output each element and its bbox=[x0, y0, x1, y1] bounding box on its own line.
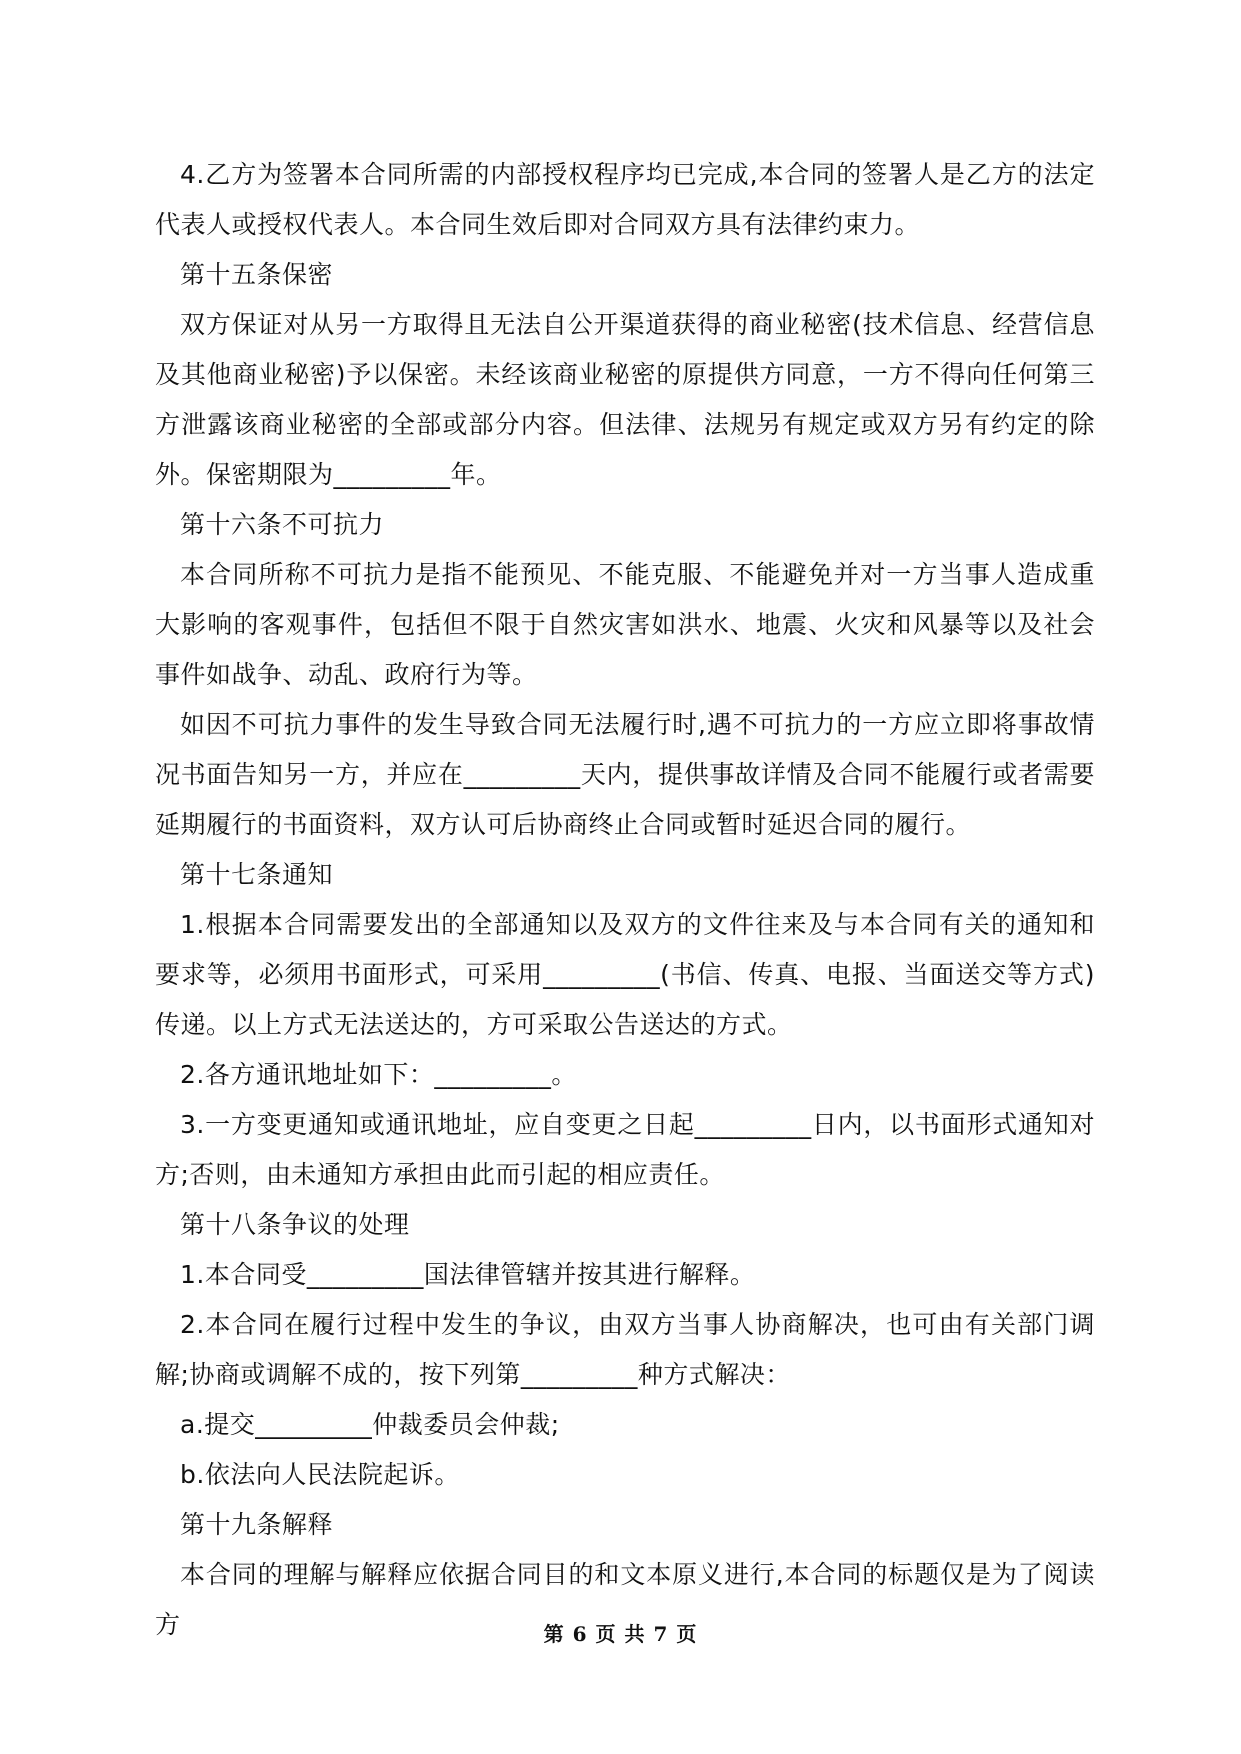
disputes-option-b: b.依法向人民法院起诉。 bbox=[180, 1460, 460, 1489]
notice-item-3: 3.一方变更通知或通讯地址，应自变更之日起_________日内，以书面形式通知对方;否则，由未通知方承担由此而引起的相应责任。 bbox=[155, 1110, 1095, 1189]
force-majeure-notice: 如因不可抗力事件的发生导致合同无法履行时,遇不可抗力的一方应立即将事故情况书面告知另一方，并应在_________天内，提供事故详情及合同不能履行或者需要延期履行的书面资料，双方认可后协商终止合同或暂时延迟合同的履行。 bbox=[155, 710, 1095, 839]
disputes-item-1: 1.本合同受_________国法律管辖并按其进行解释。 bbox=[180, 1260, 756, 1289]
document-body bbox=[155, 150, 1095, 1650]
section-heading-force-majeure: 第十六条不可抗力 bbox=[180, 510, 385, 539]
section-heading-notice: 第十七条通知 bbox=[180, 860, 334, 889]
page-footer: 第 6 页 共 7 页 bbox=[543, 1622, 698, 1646]
interpretation-paragraph: 本合同的理解与解释应依据合同目的和文本原义进行,本合同的标题仅是为了阅读方 bbox=[155, 1560, 1095, 1639]
disputes-option-a: a.提交_________仲裁委员会仲裁; bbox=[180, 1410, 560, 1439]
notice-item-1: 1.根据本合同需要发出的全部通知以及双方的文件往来及与本合同有关的通知和要求等，必须用书面形式，可采用_________(书信、传真、电报、当面送交等方式)传递。以上方式无法送达的，方可采取公告送达的方式。 bbox=[155, 910, 1095, 1039]
confidentiality-paragraph: 双方保证对从另一方取得且无法自公开渠道获得的商业秘密(技术信息、经营信息及其他商业秘密)予以保密。未经该商业秘密的原提供方同意，一方不得向任何第三方泄露该商业秘密的全部或部分内容。但法律、法规另有规定或双方另有约定的除外。保密期限为_________年。 bbox=[155, 310, 1095, 489]
section-heading-interpretation: 第十九条解释 bbox=[180, 1510, 334, 1539]
clause-14-item-4: 4.乙方为签署本合同所需的内部授权程序均已完成,本合同的签署人是乙方的法定代表人或授权代表人。本合同生效后即对合同双方具有法律约束力。 bbox=[155, 160, 1095, 239]
section-heading-confidentiality: 第十五条保密 bbox=[180, 260, 334, 289]
disputes-item-2: 2.本合同在履行过程中发生的争议，由双方当事人协商解决，也可由有关部门调解;协商或调解不成的，按下列第_________种方式解决： bbox=[155, 1310, 1095, 1389]
section-heading-disputes: 第十八条争议的处理 bbox=[180, 1210, 410, 1239]
force-majeure-definition: 本合同所称不可抗力是指不能预见、不能克服、不能避免并对一方当事人造成重大影响的客观事件，包括但不限于自然灾害如洪水、地震、火灾和风暴等以及社会事件如战争、动乱、政府行为等。 bbox=[155, 560, 1095, 689]
notice-item-2: 2.各方通讯地址如下：_________。 bbox=[180, 1060, 577, 1089]
